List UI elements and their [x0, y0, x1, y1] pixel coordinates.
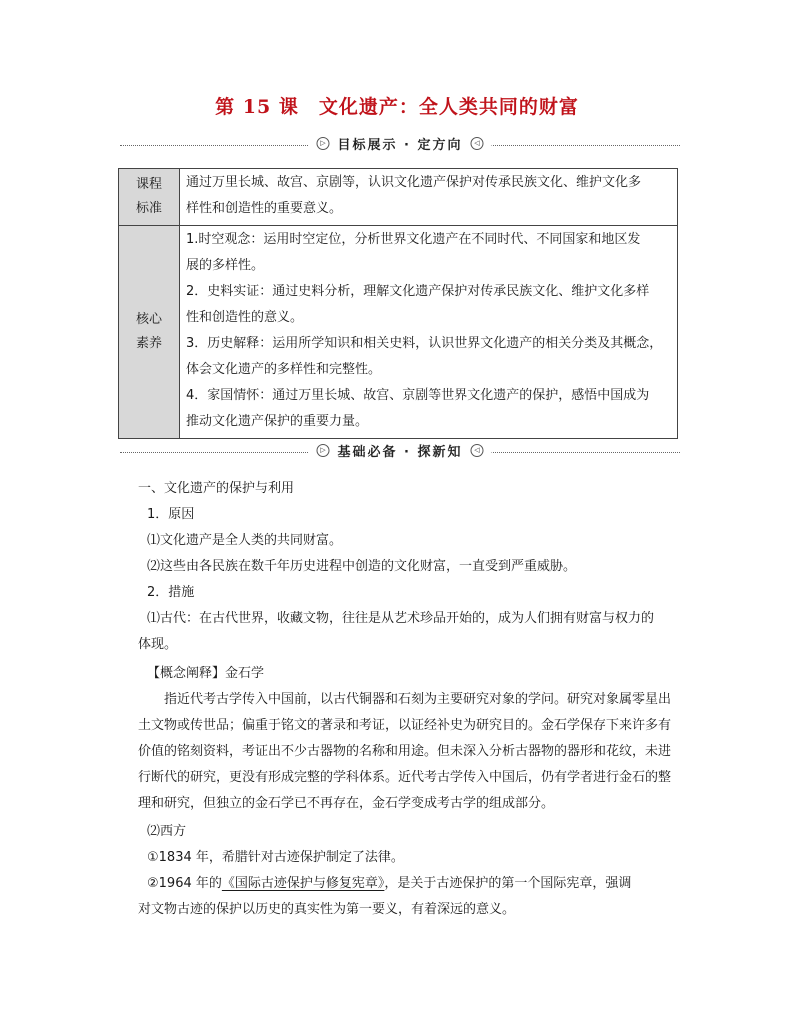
- head-line: 课程: [135, 177, 162, 192]
- main-content: [138, 476, 683, 923]
- list-item-continuation: 对文物古迹的保护以历史的真实性为第一要义，有着深远的意义。: [138, 902, 516, 917]
- list-item: ①1834 年，希腊针对古迹保护制定了法律。: [147, 850, 404, 865]
- goals-table: [118, 168, 678, 439]
- table-line: 展的多样性。: [186, 258, 265, 273]
- list-item: ⑴古代：在古代世界，收藏文物，往往是从艺术珍品开始的，成为人们拥有财富与权力的: [147, 611, 655, 626]
- concept-line: 土文物或传世品；偏重于铭文的著录和考证，以证经补史为研究目的。金石学保存下来许多有: [138, 718, 672, 733]
- item-heading: 1．原因: [147, 507, 195, 522]
- item-heading: 2．措施: [147, 585, 195, 600]
- table-line: 2．史料实证：通过史料分析，理解文化遗产保护对传承民族文化、维护文化多样: [186, 284, 650, 299]
- banner-text: 基础必备 · 探新知: [337, 444, 463, 460]
- section-heading: 一、文化遗产的保护与利用: [138, 481, 295, 496]
- play-left-icon: ◁: [471, 444, 484, 457]
- table-line: 通过万里长城、故宫、京剧等，认识文化遗产保护对传承民族文化、维护文化多: [186, 175, 642, 190]
- table-body-cell: [180, 169, 678, 226]
- section-banner-goals: [120, 133, 680, 155]
- banner-text: 目标展示 · 定方向: [337, 137, 463, 153]
- table-row: [119, 226, 678, 439]
- banner-box: [309, 440, 492, 460]
- table-line: 4．家国情怀：通过万里长城、故宫、京剧等世界文化遗产的保护，感悟中国成为: [186, 388, 650, 403]
- play-left-icon: ◁: [471, 137, 484, 150]
- list-item: [138, 871, 683, 897]
- table-body-cell: [180, 226, 678, 439]
- banner-box: [309, 133, 492, 153]
- head-line: 标准: [135, 201, 162, 216]
- section-banner-basics: [120, 440, 680, 462]
- play-right-icon: ▷: [317, 137, 330, 150]
- lesson-title: 第 15 课 文化遗产：全人类共同的财富: [215, 96, 579, 118]
- table-line: 3．历史解释：运用所学知识和相关史料，认识世界文化遗产的相关分类及其概念，: [186, 336, 663, 351]
- text-run: ，是关于古迹保护的第一个国际宪章，强调: [384, 876, 632, 891]
- table-head-cell: [119, 169, 180, 226]
- item-heading: ⑵西方: [147, 824, 187, 839]
- concept-line: 价值的铭刻资料，考证出不少古器物的名称和用途。但未深入分析古器物的器形和花纹，未进: [138, 744, 672, 759]
- list-item: ⑵这些由各民族在数千年历史进程中创造的文化财富，一直受到严重威胁。: [147, 559, 577, 574]
- head-line: 素养: [135, 336, 162, 351]
- table-line: 体会文化遗产的多样性和完整性。: [186, 362, 382, 377]
- concept-line: 行断代的研究，更没有形成完整的学科体系。近代考古学传入中国后，仍有学者进行金石的整: [138, 770, 672, 785]
- play-right-icon: ▷: [317, 444, 330, 457]
- concept-line: 理和研究，但独立的金石学已不再存在，金石学变成考古学的组成部分。: [138, 796, 555, 811]
- text-run: ②1964 年的: [147, 876, 222, 891]
- table-line: 样性和创造性的重要意义。: [186, 201, 343, 216]
- list-item: ⑴文化遗产是全人类的共同财富。: [147, 533, 343, 548]
- charter-title-link: 《国际古迹保护与修复宪章》: [221, 876, 385, 891]
- table-line: 推动文化遗产保护的重要力量。: [186, 414, 369, 429]
- concept-label: 【概念阐释】金石学: [147, 666, 265, 681]
- concept-line: 指近代考古学传入中国前，以古代铜器和石刻为主要研究对象的学问。研究对象属零星出: [164, 692, 672, 707]
- table-line: 1.时空观念：运用时空定位，分析世界文化遗产在不同时代、不同国家和地区发: [186, 232, 641, 247]
- table-line: 性和创造性的意义。: [186, 310, 304, 325]
- head-line: 核心: [135, 312, 162, 327]
- table-head-cell: [119, 226, 180, 439]
- list-item-continuation: 体现。: [138, 637, 178, 652]
- table-row: [119, 169, 678, 226]
